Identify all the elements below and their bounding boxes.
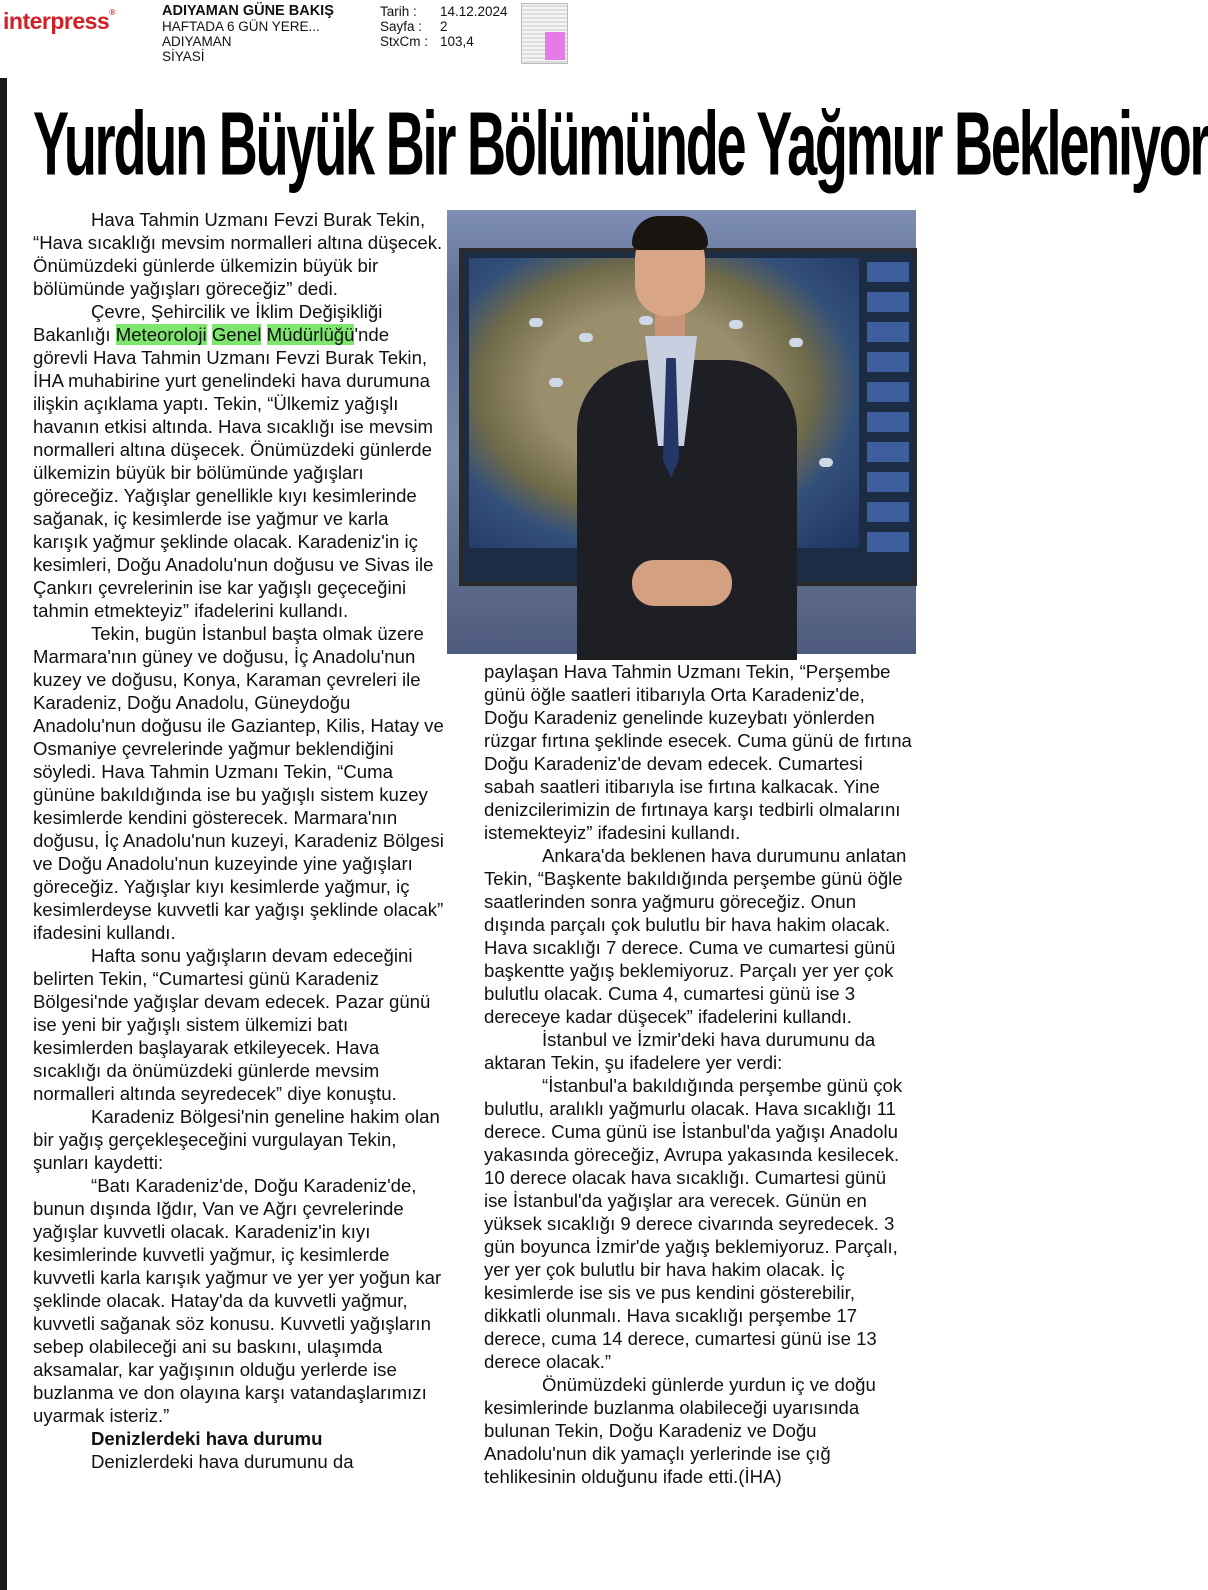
paragraph: Karadeniz Bölgesi'nin geneline hakim olan bir yağış gerçekleşeceğini vurgulayan Tekin, şunları kaydetti:	[33, 1106, 440, 1173]
paragraph: “İstanbul'a bakıldığında perşembe günü çok bulutlu, aralıklı yağmurlu olacak. Hava sıcaklığı 11 derece. Cuma günü ise İstanbul'da yağışı Anadolu yakasında göreceğiz, Avrupa yakasında kesilecek. 10 derece olacak hava sıcaklığı. Cumartesi günü ise İstanbul'da yağışlar ara verecek. Günün en yüksek sıcaklığı 9 derece civarında seyredecek. 3 gün boyunca İzmir'de yağış beklemiyoruz. Parçalı, yer yer çok bulutlu bir hava hakim olacak. İç kesimlerde ise sis ve pus kendini gösterebilir, dikkatli olunmalı. Hava sıcaklığı perşembe 17 derece, cuma 14 derece, cumartesi günü ise 13 derece olacak.”	[484, 1075, 903, 1372]
highlight-genel: Genel	[211, 324, 262, 345]
paragraph: Hafta sonu yağışların devam edeceğini belirten Tekin, “Cumartesi günü Karadeniz Bölgesi'nde yağışlar devam edecek. Pazar günü ise yeni bir yağışlı sistem ülkemizi batı kesimlerden başlayarak etkileyecek. Hava sıcaklığı da önümüzdeki günlerde mevsim normalleri altında seyredecek” diye konuştu.	[33, 945, 431, 1104]
highlight-meteoroloji: Meteoroloji	[115, 324, 207, 345]
meta-page-value: 2	[440, 19, 448, 34]
paragraph: “Batı Karadeniz'de, Doğu Karadeniz'de, bunun dışında Iğdır, Van ve Ağrı çevrelerinde yağışlar kuvvetli olacak. Karadeniz'in kıyı kesimlerinde kuvvetli yağmur, iç kesimlerde kuvvetli karla karışık yağmur ve yer yer yoğun kar şeklinde olacak. Hatay'da da kuvvetli yağmur, kuvvetli sağanak söz konusu. Kuvvetli yağışların sebep olabileceği ani su baskını, ulaşımda aksamalar, kar yağışının olduğu yerlerde ise buzlanma ve don olayına karşı vatandaşlarımızı uyarmak isteriz.”	[33, 1175, 442, 1426]
paragraph: Önümüzdeki günlerde yurdun iç ve doğu kesimlerinde buzlanma olabileceği uyarısında bulunan Tekin, Doğu Karadeniz ve Doğu Anadolu'nun dik yamaçlı yerlerinde ise çığ tehlikesinin olduğunu ifade etti.(İHA)	[484, 1374, 876, 1487]
meta-stxcm-value: 103,4	[440, 34, 474, 49]
meta-date-value: 14.12.2024	[440, 4, 508, 19]
meta-date-label: Tarih :	[380, 4, 417, 19]
article-photo	[447, 210, 916, 654]
publication-category: SİYASİ	[162, 49, 205, 64]
subheading: Denizlerdeki hava durumu	[91, 1428, 323, 1449]
meta-page-row	[380, 19, 508, 34]
paragraph: Tekin, bugün İstanbul başta olmak üzere Marmara'nın güney ve doğusu, İç Anadolu'nun kuzey ve doğusu, Konya, Karaman çevreleri ile Karadeniz, Doğu Anadolu, Güneydoğu Anadolu'nun doğusu ile Gaziantep, Kilis, Hatay ve Osmaniye çevrelerinde yağmur beklendiğini söyledi. Hava Tahmin Uzmanı Tekin, “Cuma gününe bakıldığında ise bu yağışlı sistem kuzey kesimlerde kendini gösterecek. Marmara'nın doğusu, İç Anadolu'nun kuzeyi, Karadeniz Bölgesi ve Doğu Anadolu'nun kuzeyinde yine yağışları göreceğiz. Yağışlar kıyı kesimlerde yağmur, iç kesimlerdeyse kuvvetli kar yağışı şeklinde olacak” ifadesini kullandı.	[33, 623, 444, 943]
clipping-header	[0, 0, 932, 78]
meta-stxcm-row	[380, 34, 508, 49]
cloud-icon	[549, 378, 563, 387]
publication-name: ADIYAMAN GÜNE BAKIŞ	[162, 3, 334, 19]
publication-city: ADIYAMAN	[162, 34, 232, 49]
speaker-portrait	[577, 210, 797, 654]
paragraph: Hava Tahmin Uzmanı Fevzi Burak Tekin, “Hava sıcaklığı mevsim normalleri altına düşecek. Önümüzdeki günlerde ülkemizin büyük bir bölümünde yağışları göreceğiz” dedi.	[33, 209, 443, 299]
page-thumbnail-highlight	[545, 32, 565, 60]
registered-mark: ®	[109, 8, 115, 17]
meta-page-label: Sayfa :	[380, 19, 423, 34]
paragraph-with-highlight: Çevre, Şehircilik ve İklim Değişikliği Bakanlığı Meteoroloji Genel Müdürlüğü'nde görevli Hava Tahmin Uzmanı Fevzi Burak Tekin, İHA muhabirine yurt genelindeki hava durumuna ilişkin açıklama yaptı. Tekin, “Ülkemiz yağışlı havanın etkisi altında. Hava sıcaklığı ise mevsim normalleri altına düşecek. Önümüzdeki günlerde ülkemizin büyük bir bölümünde yağışları göreceğiz. Yağışlar genellikle kıyı kesimlerinde sağanak, iç kesimlerde ise yağmur ve karla karışık yağmur şeklinde olacak. Karadeniz'in iç kesimleri, Doğu Anadolu'nun doğusu ve Sivas ile Çankırı çevrelerinin ise kar yağışlı geçeceğini tahmin etmekteyiz” ifadelerini kullandı.	[33, 301, 434, 621]
page-thumbnail[interactable]	[521, 3, 568, 64]
hands-shape	[632, 560, 732, 606]
paragraph-continued: paylaşan Hava Tahmin Uzmanı Tekin, “Perşembe günü öğle saatleri itibarıyla Orta Karadeniz'de, Doğu Karadeniz genelinde kuzeybatı yönlerden rüzgar fırtına şeklinde esecek. Cuma günü de fırtına Doğu Karadeniz'de devam edecek. Cumartesi sabah saatleri itibarıyla ise fırtına kalkacak. Yine denizcilerimizin de fırtınaya karşı tedbirli olmalarını istemekteyiz” ifadesini kullandı.	[484, 661, 912, 843]
clipping-left-border	[0, 78, 7, 1590]
paragraph: İstanbul ve İzmir'deki hava durumunu da aktaran Tekin, şu ifadelere yer verdi:	[484, 1029, 876, 1073]
meta-stxcm-label: StxCm :	[380, 34, 429, 49]
article-headline: Yurdun Büyük Bir Bölümünde Yağmur Bekleniyor	[33, 92, 1208, 195]
clipping-meta	[380, 4, 508, 49]
hair-shape	[632, 216, 708, 250]
cloud-icon	[529, 318, 543, 327]
weather-menu-rail	[867, 262, 909, 562]
article-column-right	[484, 660, 914, 1488]
publication-frequency: HAFTADA 6 GÜN YERE...	[162, 19, 320, 34]
paragraph: Denizlerdeki hava durumunu da	[91, 1451, 354, 1472]
meta-date-row	[380, 4, 508, 19]
highlight-mudurlugu: Müdürlüğü	[266, 324, 355, 345]
paragraph: Ankara'da beklenen hava durumunu anlatan Tekin, “Başkente bakıldığında perşembe günü öğle saatlerinden sonra yağmuru göreceğiz. Onun dışında parçalı çok bulutlu bir hava hakim olacak. Hava sıcaklığı 7 derece. Cuma ve cumartesi günü başkentte yağış beklemiyoruz. Parçalı yer yer çok bulutlu olacak. Cuma 4, cumartesi günü ise 3 dereceye kadar düşecek” ifadelerini kullandı.	[484, 845, 907, 1027]
interpress-logo: interpress®	[3, 8, 115, 34]
article-column-left	[33, 208, 447, 1473]
publication-info	[162, 4, 334, 64]
cloud-icon	[819, 458, 833, 467]
